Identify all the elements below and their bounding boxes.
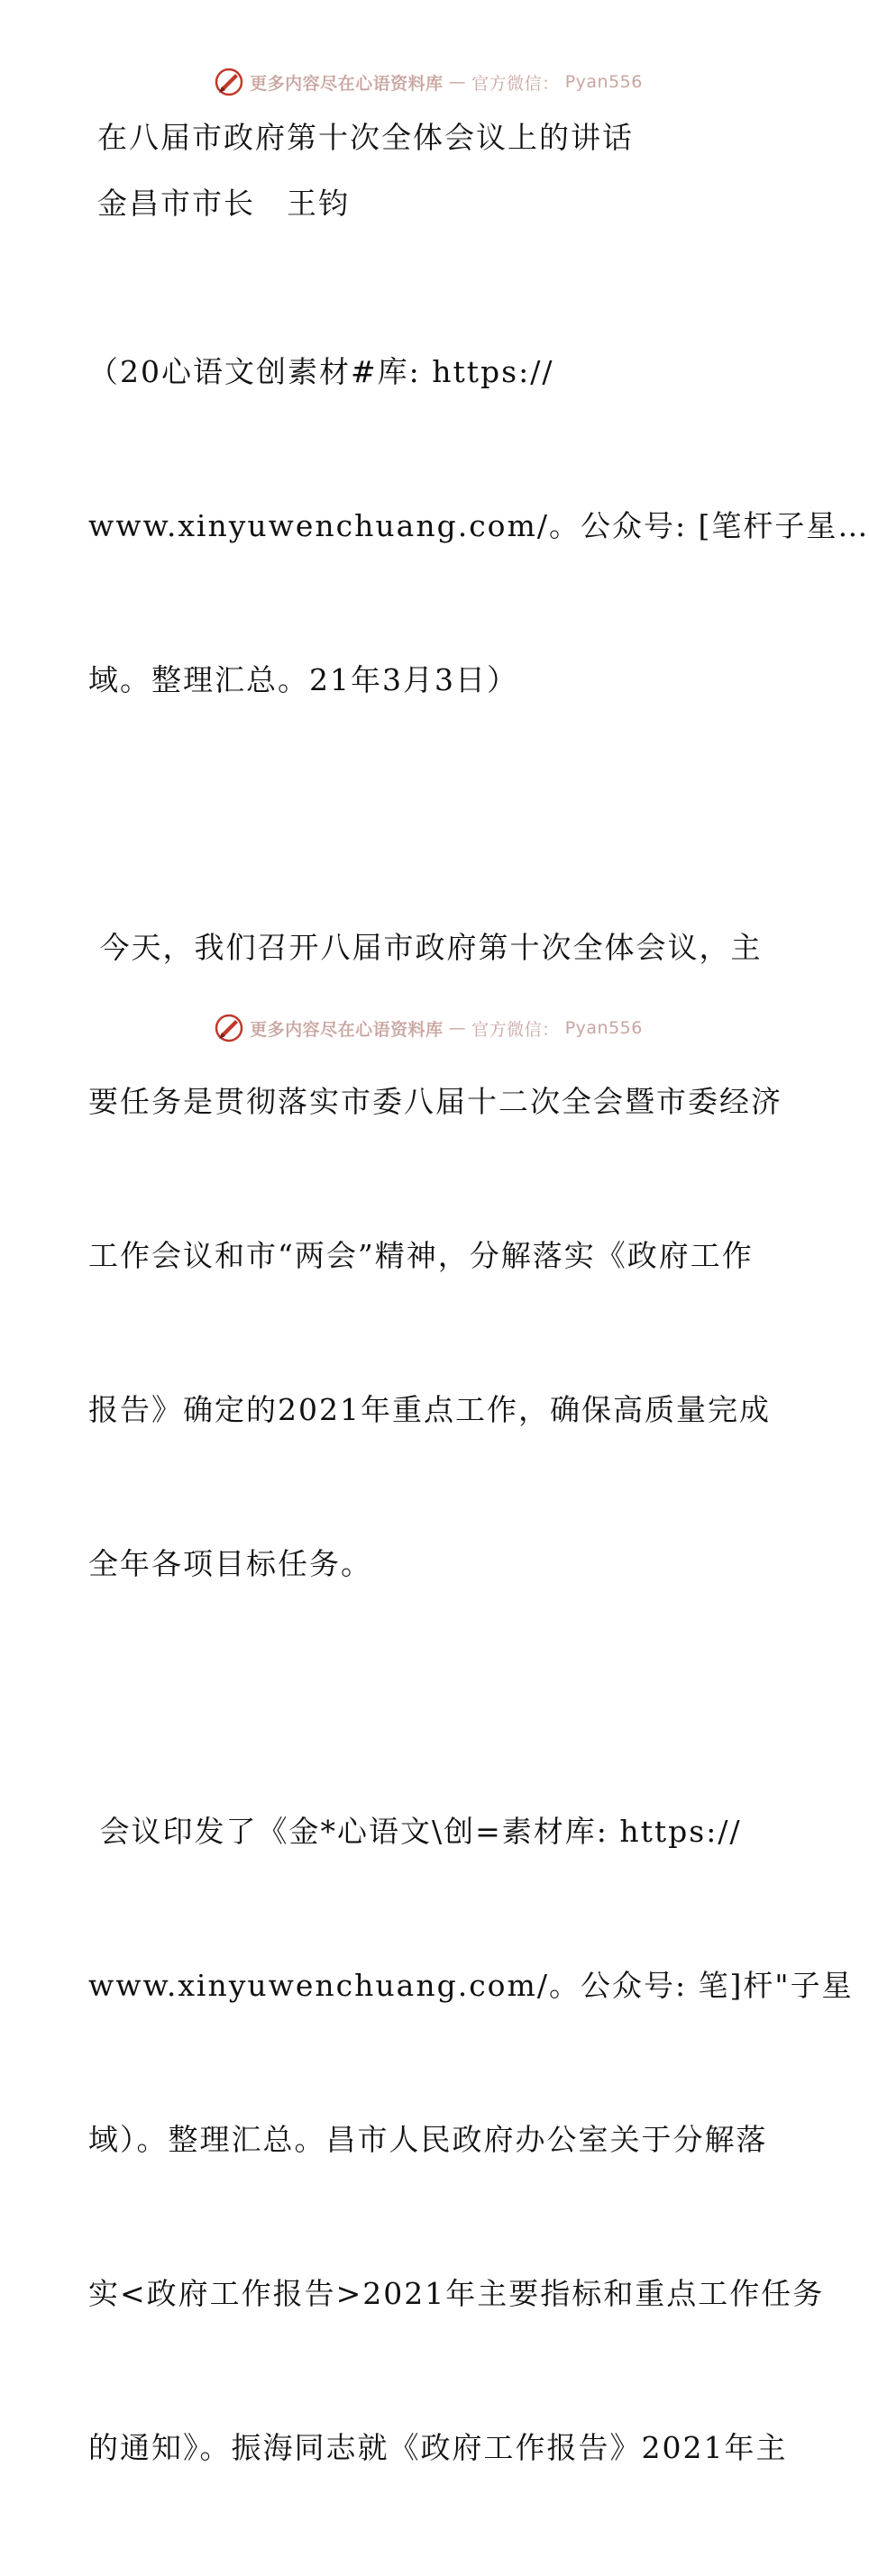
document-body: [88, 243, 869, 2576]
text-line: 报告》确定的2021年重点工作，确保高质量完成: [88, 1392, 771, 1427]
text-line: 要任务是贯彻落实市委八届十二次全会暨市委经济: [88, 1084, 782, 1119]
page-title: 在八届市政府第十次全体会议上的讲话: [97, 120, 634, 155]
paragraph-intro: [88, 819, 782, 1692]
watermark-banner-top: [0, 67, 856, 97]
text-line: 域）。整理汇总。昌市人民政府办公室关于分解落: [88, 2122, 768, 2157]
text-line: 全年各项目标任务。: [88, 1546, 372, 1581]
author-line: 金昌市市长 王钧: [97, 186, 350, 221]
watermark-banner-bottom: [0, 1013, 856, 1043]
paragraph-source-note: [88, 243, 869, 808]
watermark-dash: —: [448, 72, 467, 92]
text-line: 工作会议和市“两会”精神，分解落实《政府工作: [88, 1238, 754, 1273]
text-line: www.xinyuwenchuang.com/。公众号: 笔]杆"子星: [88, 1968, 854, 2003]
logo-icon: [214, 1013, 244, 1043]
text-line: www.xinyuwenchuang.com/。公众号: [笔杆子星…: [88, 508, 869, 543]
text-line: 会议印发了《金*心语文\创=素材库: https://: [88, 1814, 742, 1849]
text-line: 域。整理汇总。21年3月3日）: [88, 662, 518, 697]
watermark-dash: —: [448, 1018, 467, 1038]
watermark-wechat-label: 官方微信：: [471, 1019, 560, 1040]
logo-icon: [214, 67, 244, 97]
watermark-wechat-label: 官方微信：: [471, 73, 560, 94]
text-line: （20心语文创素材#库: https://: [88, 354, 554, 389]
text-line: 实<政府工作报告>2021年主要指标和重点工作任务: [88, 2276, 825, 2311]
watermark-text: 更多内容尽在心语资料库: [250, 73, 444, 94]
text-line: 今天，我们召开八届市政府第十次全体会议，主: [88, 930, 763, 965]
paragraph-meeting: [88, 1703, 854, 2576]
watermark-wechat-id: Pyan556: [564, 72, 643, 92]
watermark-text: 更多内容尽在心语资料库: [250, 1019, 444, 1040]
text-line: 的通知》。振海同志就《政府工作报告》2021年主: [88, 2430, 788, 2465]
watermark-wechat-id: Pyan556: [564, 1018, 643, 1038]
